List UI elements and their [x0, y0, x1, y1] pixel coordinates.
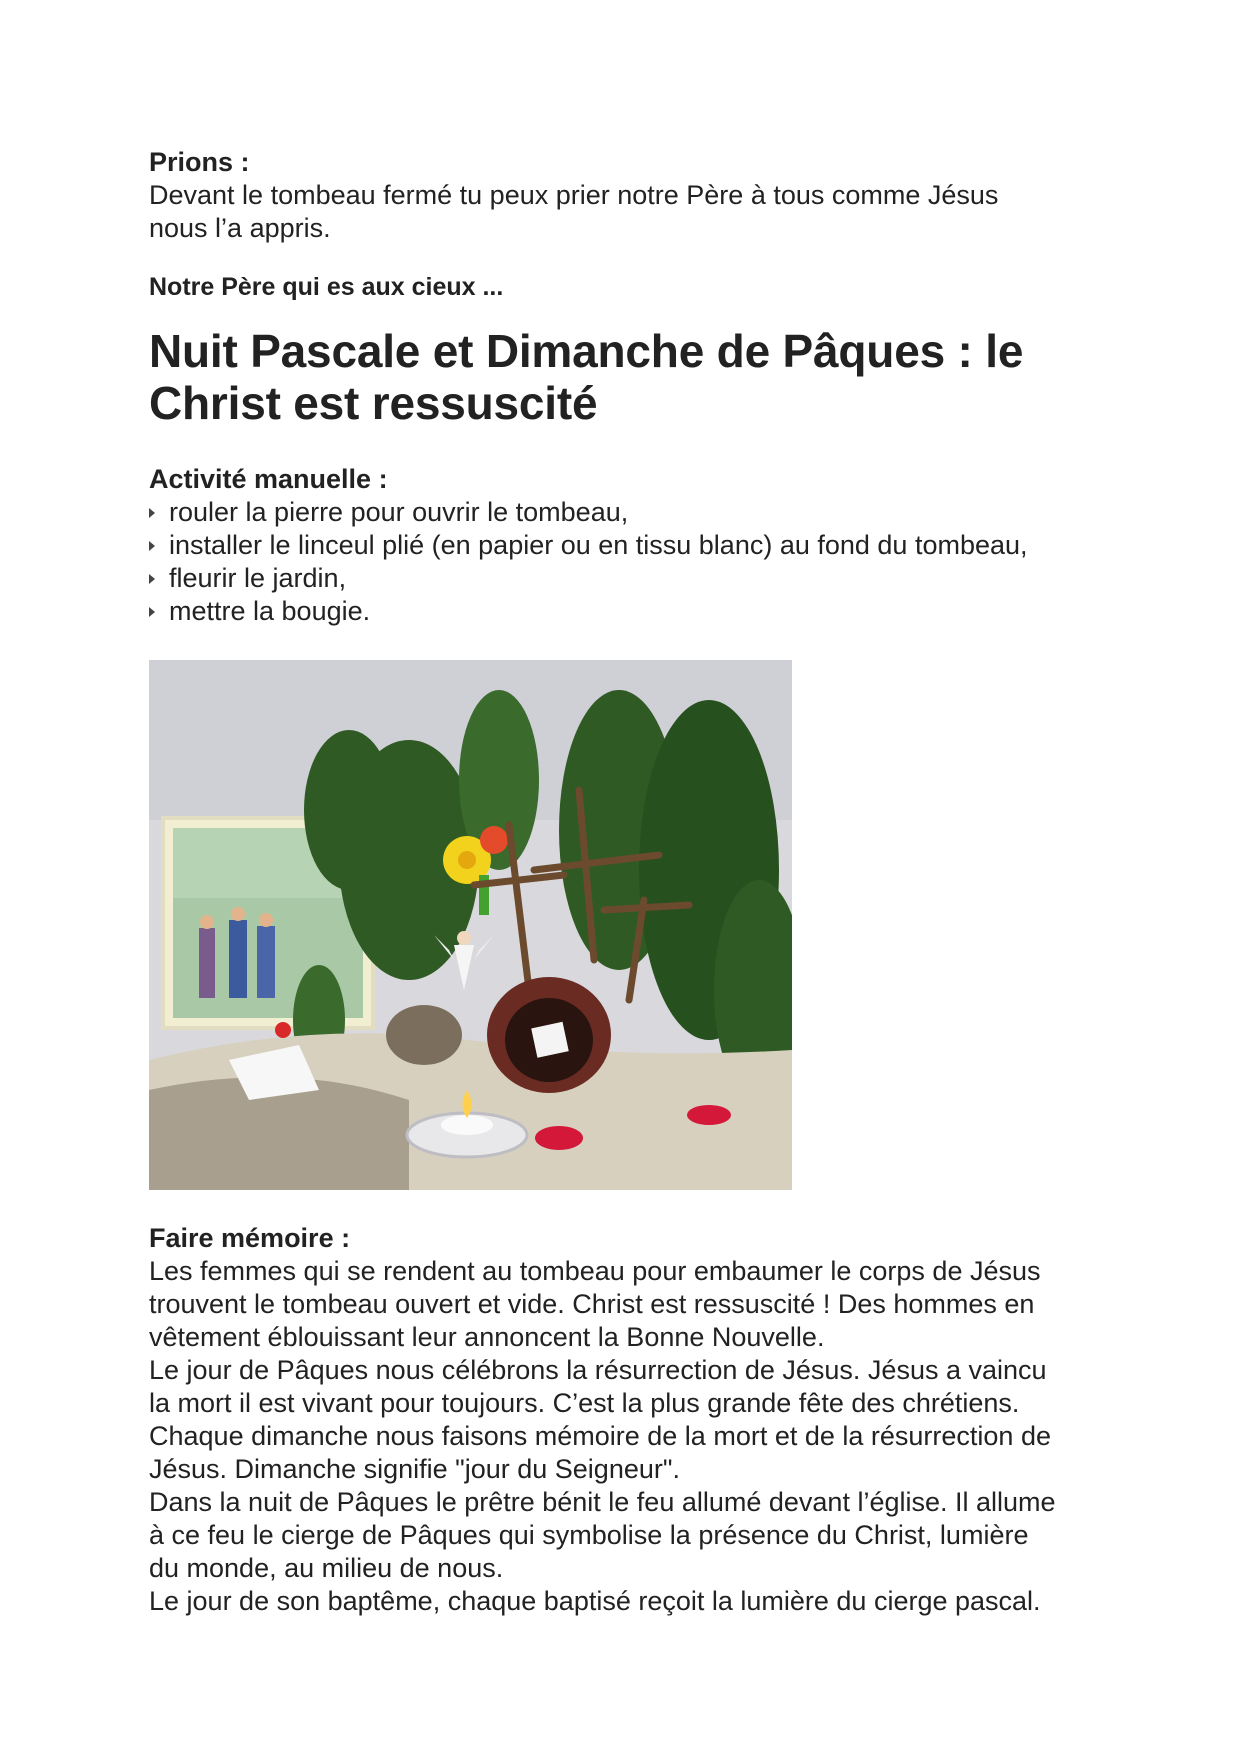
list-item-text: rouler la pierre pour ouvrir le tombeau,: [169, 497, 629, 527]
triangle-bullet-icon: [149, 574, 155, 584]
memoire-line: Les femmes qui se rendent au tombeau pour embaumer le corps de Jésus: [149, 1256, 1041, 1286]
list-item-text: fleurir le jardin,: [169, 563, 347, 593]
red-leaf: [535, 1126, 583, 1150]
section-title-line-2: Christ est ressuscité: [149, 377, 598, 429]
triangle-bullet-icon: [149, 508, 155, 518]
triangle-bullet-icon: [149, 607, 155, 617]
list-item: [149, 595, 1109, 628]
prions-heading: Prions :: [149, 147, 250, 177]
document-page: [149, 146, 1109, 1618]
memoire-line: Dans la nuit de Pâques le prêtre bénit le feu allumé devant l’église. Il allume: [149, 1487, 1056, 1517]
list-item-text: installer le linceul plié (en papier ou en tissu blanc) au fond du tombeau,: [169, 530, 1028, 560]
prions-text-line-1: Devant le tombeau fermé tu peux prier notre Père à tous comme Jésus: [149, 180, 999, 210]
activite-heading: Activité manuelle :: [149, 464, 388, 494]
easter-garden-photo: [149, 660, 792, 1190]
activite-section: [149, 463, 1109, 628]
memoire-heading: Faire mémoire :: [149, 1223, 351, 1253]
stone: [386, 1005, 462, 1065]
list-item: [149, 562, 1109, 595]
memoire-line: la mort il est vivant pour toujours. C’est la plus grande fête des chrétiens.: [149, 1388, 1020, 1418]
prayer-line: Notre Père qui es aux cieux ...: [149, 273, 504, 301]
memoire-section: [149, 1222, 1109, 1618]
list-item: [149, 529, 1109, 562]
memoire-line: vêtement éblouissant leur annoncent la Bonne Nouvelle.: [149, 1322, 825, 1352]
memoire-line: Jésus. Dimanche signifie "jour du Seigneur".: [149, 1454, 680, 1484]
red-leaf: [687, 1105, 731, 1125]
activite-list: [149, 496, 1109, 628]
memoire-line: trouvent le tombeau ouvert et vide. Christ est ressuscité ! Des hommes en: [149, 1289, 1035, 1319]
memoire-line: Le jour de Pâques nous célébrons la résurrection de Jésus. Jésus a vaincu: [149, 1355, 1047, 1385]
list-item: [149, 496, 1109, 529]
list-item-text: mettre la bougie.: [169, 596, 371, 626]
tomb: [487, 977, 611, 1093]
prions-text-line-2: nous l’a appris.: [149, 213, 331, 243]
section-title: [149, 325, 1109, 429]
section-title-line-1: Nuit Pascale et Dimanche de Pâques : le: [149, 325, 1024, 377]
memoire-line: du monde, au milieu de nous.: [149, 1553, 504, 1583]
triangle-bullet-icon: [149, 541, 155, 551]
memoire-line: Chaque dimanche nous faisons mémoire de la mort et de la résurrection de: [149, 1421, 1051, 1451]
red-marker: [275, 1022, 291, 1038]
memoire-line: Le jour de son baptême, chaque baptisé reçoit la lumière du cierge pascal.: [149, 1586, 1041, 1616]
memoire-line: à ce feu le cierge de Pâques qui symbolise la présence du Christ, lumière: [149, 1520, 1029, 1550]
